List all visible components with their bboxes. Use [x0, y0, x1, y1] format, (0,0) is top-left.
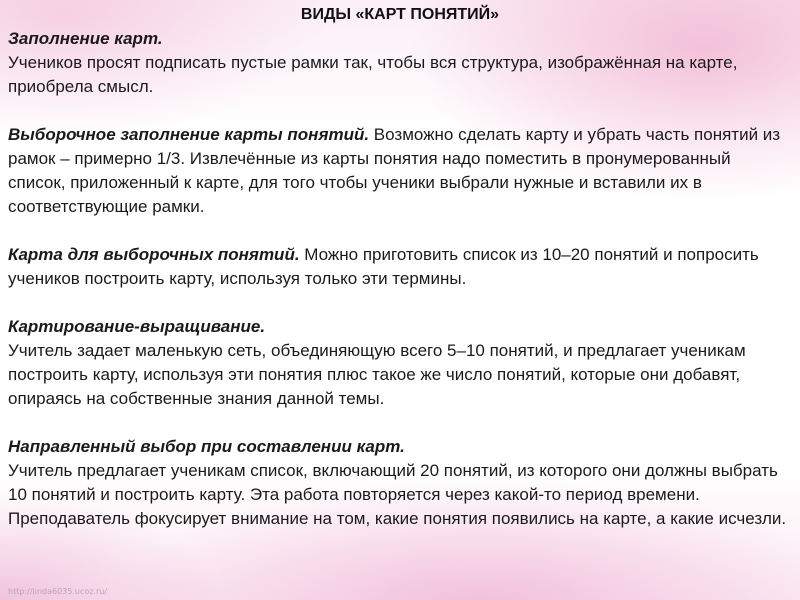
- section-heading: Направленный выбор при составлении карт.: [8, 437, 405, 456]
- section-filling-maps: [8, 27, 792, 99]
- section-heading: Выборочное заполнение карты понятий.: [8, 125, 370, 144]
- section-body: Учитель задает маленькую сеть, объединяющую всего 5–10 понятий, и предлагает ученикам построить карту, используя эти понятия плюс такое же число понятий, которые они добавят, опираясь на собственные знания данной темы.: [8, 341, 746, 408]
- section-selective-filling: [8, 123, 792, 219]
- section-heading: Картирование-выращивание.: [8, 317, 266, 336]
- section-body: Возможно сделать карту и убрать часть понятий из рамок – примерно 1/3. Извлечённые из карты понятия надо поместить в пронумерованный список, приложенный к карте, для того чтобы ученики выбрали нужные и вставили их в соответствующие рамки.: [8, 125, 781, 216]
- slide-title: ВИДЫ «КАРТ ПОНЯТИЙ»: [300, 6, 500, 23]
- section-body: Можно приготовить список из 10–20 понятий и попросить учеников построить карту, используя только эти термины.: [8, 245, 759, 288]
- section-body: Учеников просят подписать пустые рамки так, чтобы вся структура, изображённая на карте, приобрела смысл.: [8, 53, 738, 96]
- slide-content: [8, 27, 792, 555]
- section-body: Учитель предлагает ученикам список, включающий 20 понятий, из которого они должны выбрать 10 понятий и построить карту. Эта работа повторяется через какой-то период времени. Преподаватель фокусирует внимание на том, какие понятия появились на карте, а какие исчезли.: [8, 461, 787, 528]
- section-map-growing: [8, 315, 792, 411]
- section-heading: Карта для выборочных понятий.: [8, 245, 300, 264]
- section-selective-concepts-map: [8, 243, 792, 291]
- footer-url-watermark: http://linda6035.ucoz.ru/: [8, 587, 108, 596]
- section-directed-choice: [8, 435, 792, 531]
- section-heading: Заполнение карт.: [8, 29, 163, 48]
